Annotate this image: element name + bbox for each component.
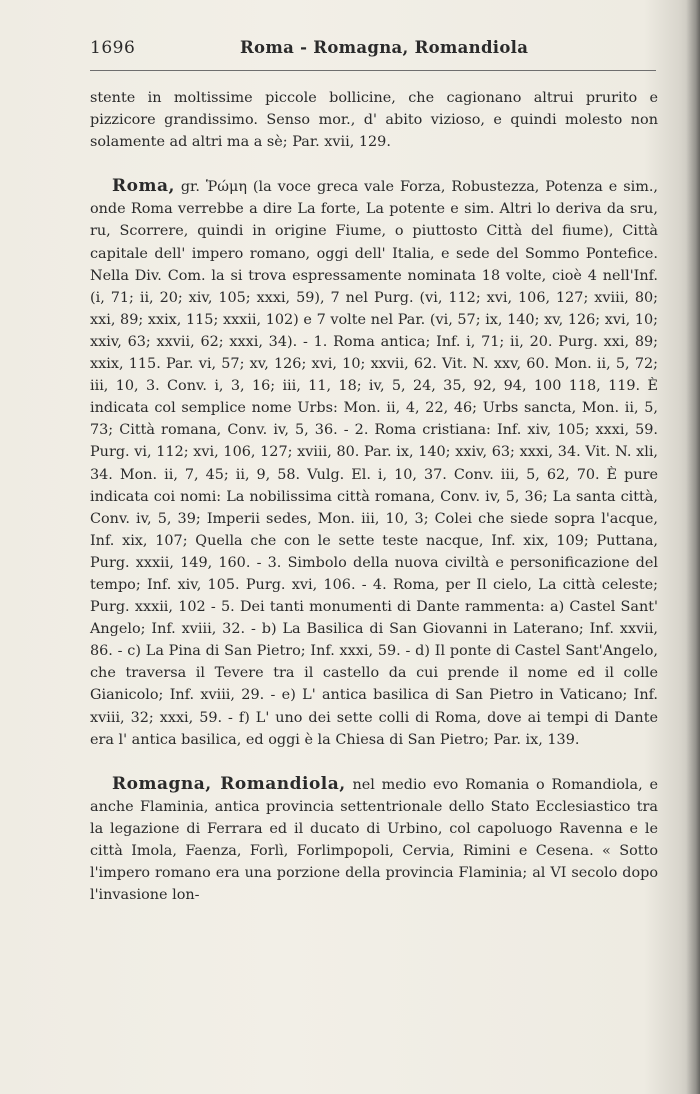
entry-roma	[90, 175, 658, 750]
entry-text: nel medio evo Romania o Romandiola, e anche Flaminia, antica provincia settentrionale dello Stato Ecclesiastico tra la legazione di Ferrara ed il ducato di Urbino, col capoluogo Ravenna e le città Imola, Faenza, Forlì, Forlimpopoli, Cervia, Rimini e Cesena. « Sotto l'impero romano era una porzione della provincia Flaminia; al VI secolo dopo l'invasione lon-	[90, 776, 658, 904]
header-rule	[90, 70, 656, 71]
entry-romagna	[90, 773, 658, 907]
page-header	[90, 36, 656, 66]
page-number: 1696	[90, 38, 136, 58]
page-edge-shadow	[686, 0, 700, 1094]
headword: Romagna, Romandiola,	[112, 773, 346, 794]
continuation-paragraph	[90, 87, 658, 153]
running-title: Roma - Romagna, Romandiola	[240, 38, 529, 57]
body-text	[90, 87, 658, 906]
entry-text: gr. Ῥώμη (la voce greca vale Forza, Robustezza, Potenza e sim., onde Roma verrebbe a dire La forte, La potente e sim. Altri lo deriva da sru, ru, Scorrere, quindi in origine Fiume, o piuttosto Città del fiume), Città capitale dell' impero romano, oggi dell' Italia, e sede del Sommo Pontefice. Nella Div. Com. la si trova espressamente nominata 18 volte, cioè 4 nell'Inf. (i, 71; ii, 20; xiv, 105; xxxi, 59), 7 nel Purg. (vi, 112; xvi, 106, 127; xviii, 80; xxi, 89; xxix, 115; xxxii, 102) e 7 volte nel Par. (vi, 57; ix, 140; xv, 126; xvi, 10; xxiv, 63; xxvii, 62; xxxi, 34). - 1. Roma antica; Inf. i, 71; ii, 20. Purg. xxi, 89; xxix, 115. Par. vi, 57; xv, 126; xvi, 10; xxvii, 62. Vit. N. xxv, 60. Mon. ii, 5, 72; iii, 10, 3. Conv. i, 3, 16; iii, 11, 18; iv, 5, 24, 35, 92, 94, 100 118, 119. È indicata col semplice nome Urbs: Mon. ii, 4, 22, 46; Urbs sancta, Mon. ii, 5, 73; Città romana, Conv. iv, 5, 36. - 2. Roma cristiana: Inf. xiv, 105; xxxi, 59. Purg. vi, 112; xvi, 106, 127; xviii, 80. Par. ix, 140; xxiv, 63; xxxi, 34. Vit. N. xli, 34. Mon. ii, 7, 45; ii, 9, 58. Vulg. El. i, 10, 37. Conv. iii, 5, 62, 70. È pure indicata coi nomi: La nobilissima città romana, Conv. iv, 5, 36; La santa città, Conv. iv, 5, 39; Imperii sedes, Mon. iii, 10, 3; Colei che siede sopra l'acque, Inf. xix, 107; Quella che con le sette teste nacque, Inf. xix, 109; Puttana, Purg. xxxii, 149, 160. - 3. Simbolo della nuova civiltà e personificazione del tempo; Inf. xiv, 105. Purg. xvi, 106. - 4. Roma, per Il cielo, La città celeste; Purg. xxxii, 102 - 5. Dei tanti monumenti di Dante rammenta: a) Castel Sant' Angelo; Inf. xviii, 32. - b) La Basilica di San Giovanni in Laterano; Inf. xxvii, 86. - c) La Pina di San Pietro; Inf. xxxi, 59. - d) Il ponte di Castel Sant'Angelo, che traversa il Tevere tra il castello da cui prende il nome ed il colle Gianicolo; Inf. xviii, 29. - e) L' antica basilica di San Pietro in Vaticano; Inf. xviii, 32; xxxi, 59. - f) L' uno dei sette colli di Roma, dove ai tempi di Dante era l' antica basilica, ed oggi è la Chiesa di San Pietro; Par. ix, 139.	[90, 179, 658, 748]
paragraph-text: stente in moltissime piccole bollicine, che cagionano altrui prurito e pizzicore grandissimo. Senso mor., d' abito vizioso, e quindi molesto non solamente ad altri ma a sè; Par. xvii, 129.	[90, 90, 658, 151]
headword: Roma,	[112, 176, 175, 197]
